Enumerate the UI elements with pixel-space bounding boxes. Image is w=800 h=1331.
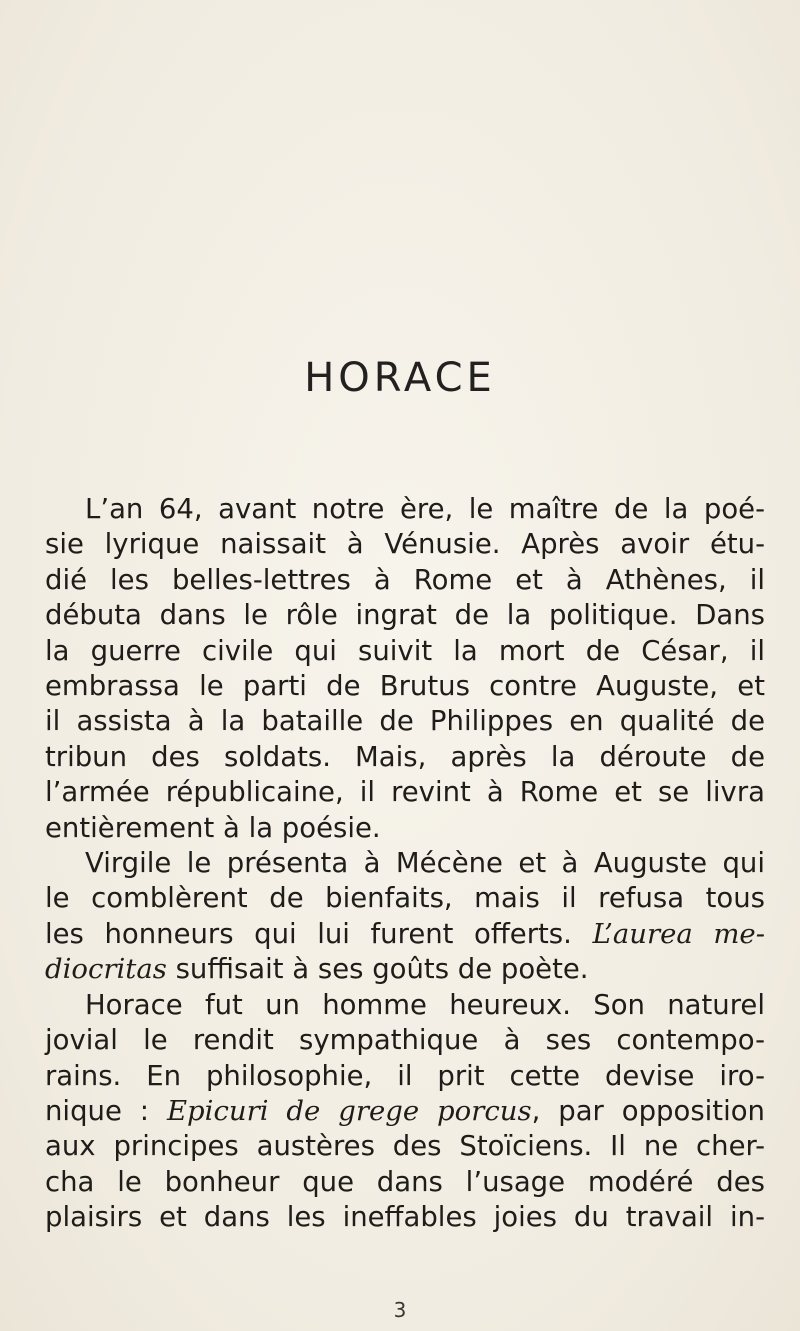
text-line: L’an 64, avant notre ère, le maître de la poé- (85, 493, 765, 525)
italic-phrase: diocritas (45, 953, 167, 986)
text-fragment: nique : (45, 1094, 150, 1127)
text-line: la guerre civile qui suivit la mort de César, il (45, 634, 765, 667)
text-line: Horace fut un homme heureux. Son naturel (85, 988, 765, 1021)
text-line: rains. En philosophie, il prit cette devise iro- (45, 1059, 765, 1092)
text-line: aux principes austères des Stoïciens. Il ne cher- (45, 1130, 765, 1163)
text-line: embrassa le parti de Brutus contre Auguste, et (45, 670, 765, 703)
text-line: dié les belles-lettres à Rome et à Athènes, il (45, 563, 765, 596)
body-text (45, 492, 765, 1236)
paragraph-1 (45, 492, 765, 846)
text-line: débuta dans le rôle ingrat de la politique. Dans (45, 599, 765, 632)
text-line: jovial le rendit sympathique à ses contempo- (45, 1024, 765, 1057)
italic-phrase: L’aurea me- (592, 917, 766, 950)
text-line: Virgile le présenta à Mécène et à Auguste qui (85, 847, 765, 880)
text-line (45, 952, 765, 987)
italic-phrase: Epicuri de grege porcus (166, 1094, 532, 1127)
text-fragment: les honneurs qui lui furent offerts. (45, 917, 572, 950)
text-line: l’armée républicaine, il revint à Rome et se livra (45, 776, 765, 809)
text-line: sie lyrique naissait à Vénusie. Après avoir étu- (45, 528, 765, 561)
text-line: cha le bonheur que dans l’usage modéré des (45, 1165, 765, 1198)
text-line (45, 1094, 765, 1129)
text-line: entièrement à la poésie. (45, 811, 381, 844)
text-line: il assista à la bataille de Philippes en qualité de (45, 705, 765, 738)
paragraph-2 (45, 846, 765, 988)
text-line: tribun des soldats. Mais, après la déroute de (45, 740, 765, 773)
page-number: 3 (393, 1298, 407, 1322)
text-line: plaisirs et dans les ineffables joies du travail in- (45, 1201, 765, 1234)
chapter-title: HORACE (304, 354, 496, 401)
text-fragment: , par opposition (531, 1094, 765, 1127)
text-fragment: suffisait à ses goûts de poète. (175, 953, 589, 986)
text-line: le comblèrent de bienfaits, mais il refusa tous (45, 882, 765, 915)
text-line (45, 917, 765, 952)
paragraph-3 (45, 988, 765, 1236)
